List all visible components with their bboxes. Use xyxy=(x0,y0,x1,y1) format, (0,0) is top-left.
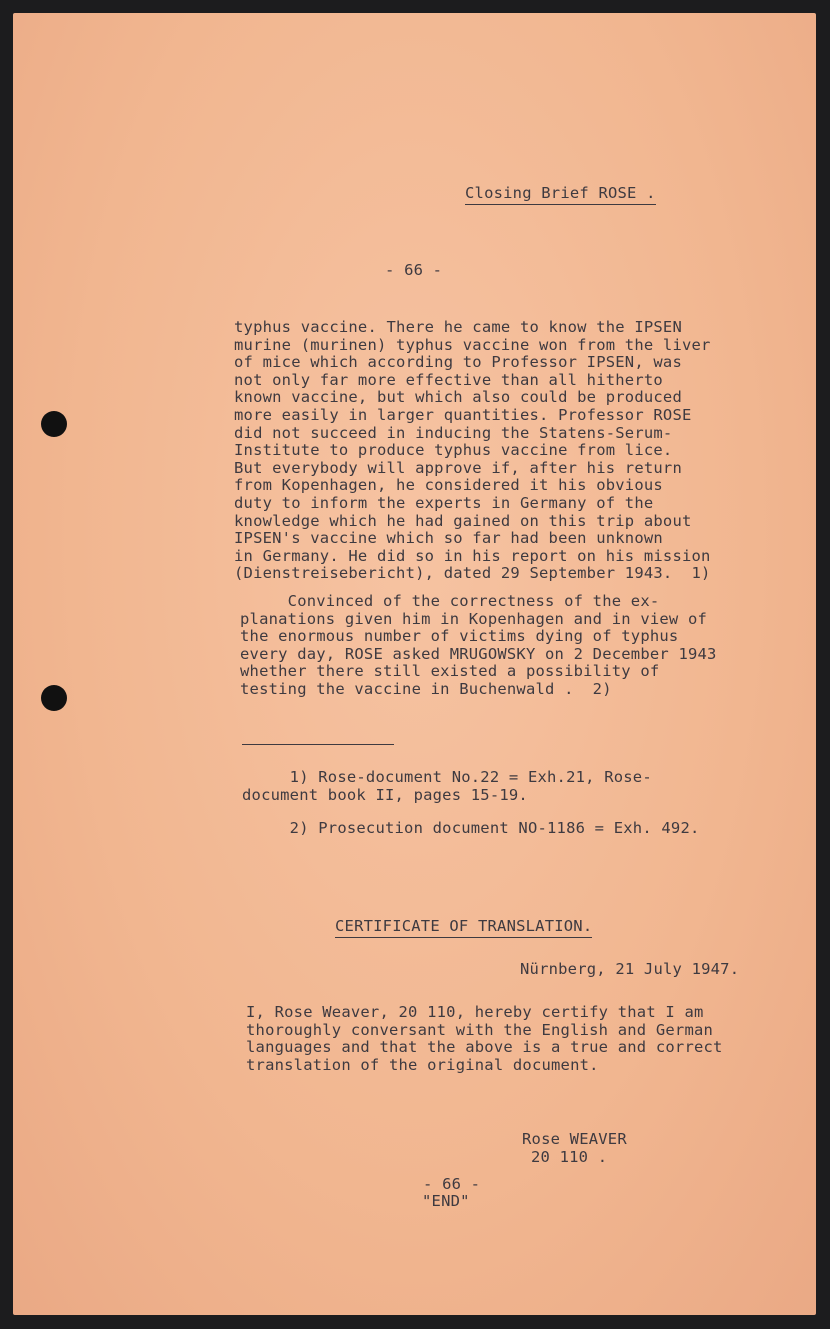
text-line: typhus vaccine. There he came to know the IPSEN xyxy=(234,318,682,336)
page-number-top: - 66 - xyxy=(385,261,443,279)
text-line: 2) Prosecution document NO-1186 = Exh. 492. xyxy=(242,819,700,837)
text-line: testing the vaccine in Buchenwald . 2) xyxy=(240,679,612,698)
text-line: whether there still existed a possibility of xyxy=(240,662,660,681)
certificate-statement xyxy=(246,1004,723,1074)
text-line: of mice which according to Professor IPSEN, was xyxy=(234,353,682,372)
text-line: the enormous number of victims dying of typhus xyxy=(240,627,679,646)
text-line: duty to inform the experts in Germany of the xyxy=(234,493,654,512)
footnote-2 xyxy=(242,820,700,838)
text-line: planations given him in Kopenhagen and in view of xyxy=(240,609,708,628)
text-line: thoroughly conversant with the English and German xyxy=(246,1020,714,1039)
text-line: from Kopenhagen, he considered it his obvious xyxy=(234,476,663,495)
text-line: But everybody will approve if, after his return xyxy=(234,458,682,477)
text-line: 1) Rose-document No.22 = Exh.21, Rose- xyxy=(242,768,652,786)
footnote-separator xyxy=(242,744,394,745)
text-line: murine (murinen) typhus vaccine won from the liver xyxy=(234,335,711,354)
punch-hole-top xyxy=(41,411,67,437)
text-line: I, Rose Weaver, 20 110, hereby certify that I am xyxy=(246,1003,704,1021)
signature-id: 20 110 . xyxy=(531,1148,608,1166)
text-line: languages and that the above is a true and correct xyxy=(246,1038,723,1057)
body-paragraph-1 xyxy=(234,319,711,583)
text-line: known vaccine, but which also could be produced xyxy=(234,388,682,407)
text-line: every day, ROSE asked MRUGOWSKY on 2 December 1943 xyxy=(240,644,717,663)
text-line: document book II, pages 15-19. xyxy=(242,785,528,804)
text-line: in Germany. He did so in his report on his mission xyxy=(234,546,711,565)
text-line: knowledge which he had gained on this trip about xyxy=(234,511,692,530)
punch-hole-bottom xyxy=(41,685,67,711)
place-date: Nürnberg, 21 July 1947. xyxy=(520,960,740,978)
document-title: Closing Brief ROSE . xyxy=(465,185,656,205)
certificate-heading: CERTIFICATE OF TRANSLATION. xyxy=(335,918,592,938)
text-line: IPSEN's vaccine which so far had been unknown xyxy=(234,529,663,548)
text-line: not only far more effective than all hitherto xyxy=(234,370,663,389)
text-line: more easily in larger quantities. Professor ROSE xyxy=(234,405,692,424)
footnote-1 xyxy=(242,769,652,804)
text-line: Convinced of the correctness of the ex- xyxy=(240,592,660,610)
text-line: translation of the original document. xyxy=(246,1055,599,1074)
text-line: Institute to produce typhus vaccine from lice. xyxy=(234,441,673,460)
page-number-bottom: - 66 - xyxy=(423,1175,481,1193)
text-line: did not succeed in inducing the Statens-Serum- xyxy=(234,423,673,442)
body-paragraph-2 xyxy=(240,593,717,699)
end-mark: "END" xyxy=(422,1192,470,1210)
text-line: (Dienstreisebericht), dated 29 September 1943. 1) xyxy=(234,564,711,583)
signature-name: Rose WEAVER xyxy=(522,1130,627,1148)
